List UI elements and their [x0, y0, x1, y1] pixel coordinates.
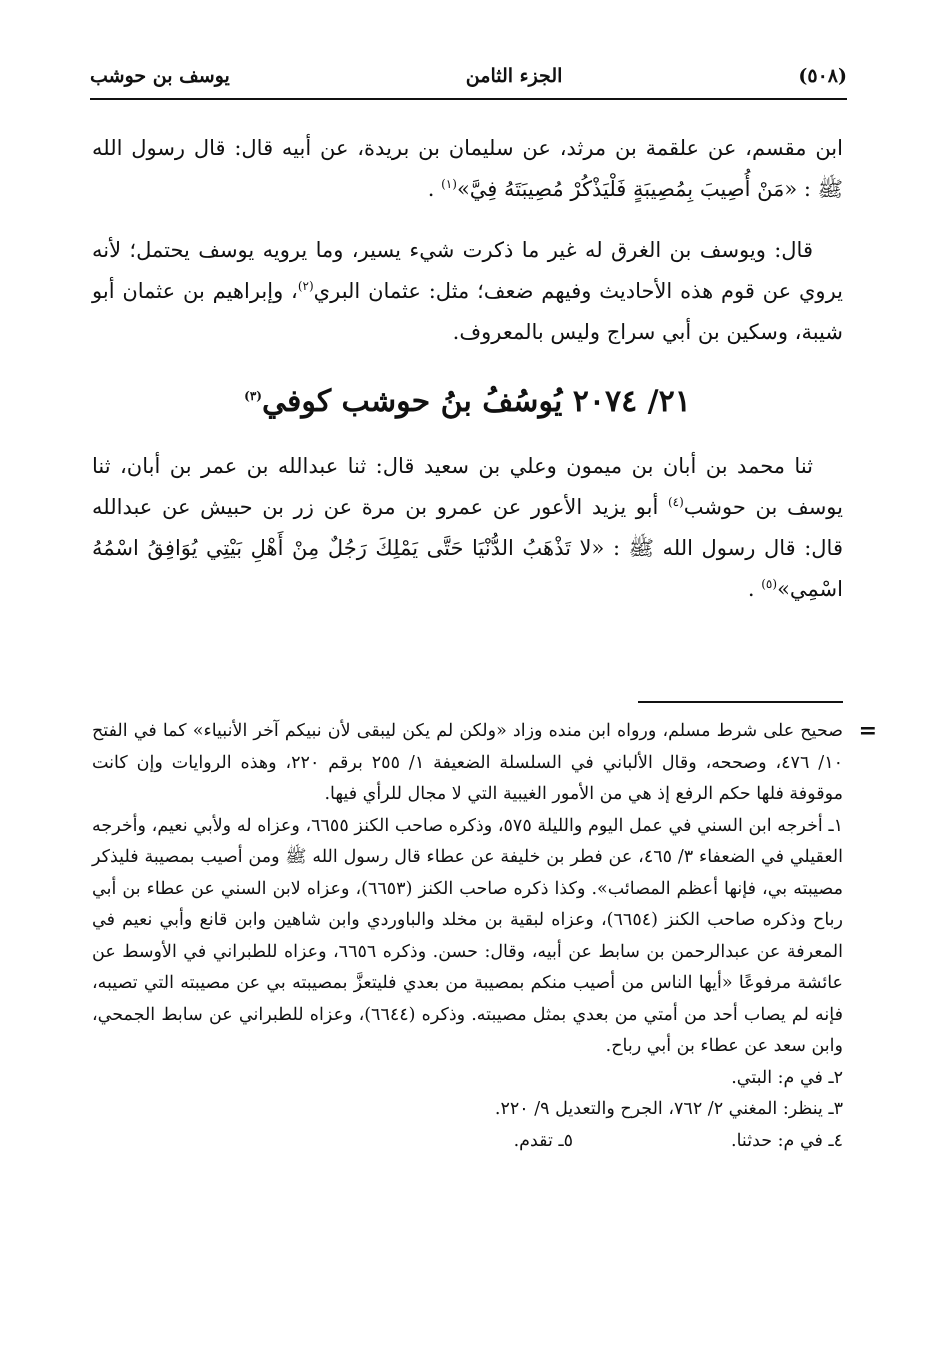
footnotes	[92, 716, 843, 1157]
main-text	[92, 128, 843, 353]
footnote-ref-5: (٥)	[761, 577, 778, 591]
header-rule	[90, 98, 847, 100]
footnote-2: ٢ـ في م: البتي.	[731, 1067, 843, 1088]
footnote-continued: صحيح على شرط مسلم، ورواه ابن منده وزاد «ولكن لم يكن ليبقى لأن نبيكم آخر الأنبياء» كما في الفتح ١٠/ ٤٧٦، وصححه، وقال الألباني في السلسلة الضعيفة ١/ ٢٥٥ برقم ٢٢٠، وهذه الروايات وإن كانت موقوفة فلها حكم الرفع إذ هي من الأمور الغيبية التي لا مجال للرأي فيها.	[92, 721, 844, 804]
page-header	[90, 56, 847, 96]
footnote-separator	[638, 701, 843, 703]
entry-title	[92, 375, 843, 429]
footnote-ref-3: (٣)	[244, 389, 262, 403]
paragraph-1	[92, 128, 843, 210]
footnote-continued-mark: =	[858, 718, 877, 744]
footnote-ref-1: (١)	[441, 177, 457, 191]
footnote-3: ٣ـ ينظر: المغني ٢/ ٧٦٢، الجرح والتعديل ٩/ ٢٢٠.	[494, 1099, 843, 1119]
paragraph-2-text-b: ، وإبراهيم بن عثمان أبو شيبة، وسكين بن أبي سراج وليس بالمعروف.	[92, 279, 843, 344]
paragraph-1-text: ابن مقسم، عن علقمة بن مرثد، عن سليمان بن بريدة، عن أبيه قال: قال رسول الله ﷺ : «مَنْ أُصِيبَ بِمُصِيبَةٍ فَلْيَذْكُرْ مُصِيبَتَهُ فِيَّ»	[92, 136, 843, 201]
paragraph-3-end: .	[747, 577, 762, 601]
part-title: الجزء الثامن	[465, 65, 563, 87]
footnote-4: ٤ـ في م: حدثنا.	[731, 1130, 843, 1151]
paragraph-2-text-a: قال: ويوسف بن الغرق له غير ما ذكرت شيء يسير، وما يرويه يوسف يحتمل؛ لأنه يروي عن قوم هذه الأحاديث وفيهم ضعف؛ مثل: عثمان البري	[92, 238, 844, 303]
running-head: يوسف بن حوشب	[90, 65, 230, 87]
paragraph-3-text-b: أبو يزيد الأعور عن عمرو بن مرة عن زر بن حبيش عن عبدالله قال: قال رسول الله ﷺ : «لا تَذْهَبُ الدُّنْيَا حَتَّى يَمْلِكَ رَجُلٌ مِنْ أَهْلِ بَيْتِي يُوَافِقُ اسْمُهُ اسْمِي»	[92, 495, 843, 601]
footnote-1: ١ـ أخرجه ابن السني في عمل اليوم والليلة ٥٧٥، وذكره صاحب الكنز ٦٦٥٥، وعزاه له ولأبي نعيم، وأخرجه العقيلي في الضعفاء ٣/ ٤٦٥، عن فطر بن خليفة عن عطاء قال رسول الله ﷺ ومن أصيب بمصيبة فليذكر مصيبته بي، فإنها أعظم المصائب». وكذا ذكره صاحب الكنز (٦٦٥٣)، وعزاه لابن السني عن عطاء بن أبي رباح وذكره صاحب الكنز (٦٦٥٤)، وعزاه لبقية بن مخلد والباوردي وابن شاهين وابن قانع وأبي نعيم في المعرفة عن عبدالرحمن بن سابط عن أبيه، وقال: حسن. وذكره ٦٦٥٦، وعزاه للطبراني في الأوسط عن عائشة مرفوعًا «أيها الناس من أصيب منكم بمصيبة من بعدي فليتعزَّ بمصيبته بي عن مصيبته التي تصيبه، فإنه لم يصاب أحد من أمتي من بعدي بمثل مصيبته. وذكره (٦٦٤٤)، وعزاه للطبراني عن سابط الجمحي، وابن سعد عن عطاء بن أبي رباح.	[92, 815, 844, 1056]
page-number: (٥٠٨)	[798, 65, 847, 87]
entry-title-text: ٢١/ ٢٠٧٤ يُوسُفُ بنُ حوشب كوفي	[261, 384, 691, 419]
footnote-ref-2: (٢)	[297, 279, 314, 293]
paragraph-1-end: .	[427, 177, 442, 201]
paragraph-2	[92, 230, 843, 353]
paragraph-3-text-a: ثنا محمد بن أبان بن ميمون وعلي بن سعيد قال: ثنا عبدالله بن عمر بن أبان، ثنا يوسف بن حوشب	[92, 454, 843, 519]
footnote-5: ٥ـ تقدم.	[513, 1130, 573, 1151]
footnote-row-4-5	[92, 1126, 843, 1158]
main-text-2	[92, 446, 843, 610]
footnote-ref-4: (٤)	[667, 495, 684, 509]
paragraph-3	[92, 446, 843, 610]
